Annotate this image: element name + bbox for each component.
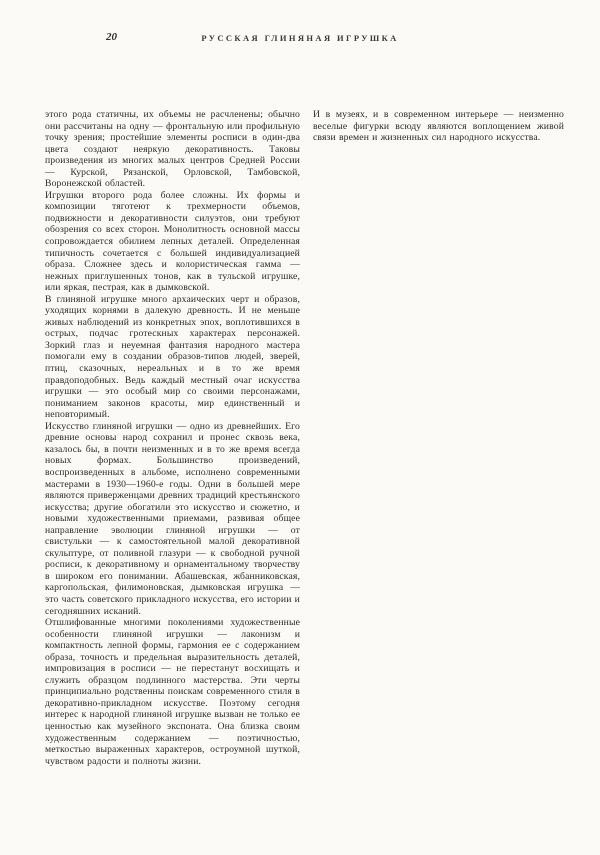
paragraph: этого рода статичны, их объемы не расчленены; обычно они рассчитаны на одну — фронтальную или профильную точку зрения; простейшие элементы росписи в один-два цвета создают неяркую декоративность. Таковы произведения из многих малых центров Средней России — Курской, Рязанской, Орловской, Тамбовской, Воронежской областей. [45, 109, 300, 190]
running-head [0, 30, 600, 46]
paragraph: В глиняной игрушке много архаических черт и образов, уходящих корнями в далекую древность. И не меньше живых наблюдений из конкретных эпох, воплотившихся в острых, подчас гротескных характерах персонажей. Зоркий глаз и неуемная фантазия народного мастера помогали ему в создании образов-типов людей, зверей, птиц, сказочных, нереальных и в то же время правдоподобных. Ведь каждый местный очаг искусства игрушки — это особый мир со своими персонажами, пониманием законов красоты, мир единственный и неповторимый. [45, 293, 300, 421]
page-number: 20 [106, 31, 117, 43]
paragraph: Искусство глиняной игрушки — одно из древнейших. Его древние основы народ сохранил и пронес сквозь века, казалось бы, в почти неизменных и в то же время всегда новых формах. Большинство произведений, воспроизведенных в альбоме, исполнено современными мастерами в 1930—1960-е годы. Одни в большей мере являются приверженцами древних традиций крестьянского искусства; другие обогатили это искусство и сюжетно, и новыми художественными приемами, развивая общее направление эволюции глиняной игрушки — от свистульки — к самостоятельной малой декоративной скульптуре, от поливной глазури — к свободной ручной росписи, к декоративному и орнаментальному творчеству в широком его понимании. Абашевская, жбанниковская, каргопольская, филимоновская, дымковская игрушка — это часть советского прикладного искусства, его истории и сегодняшних исканий. [45, 420, 300, 617]
left-column [45, 109, 300, 767]
paragraph: Игрушки второго рода более сложны. Их формы и композиции тяготеют к трехмерности объемов, подвижности и декоративности силуэтов, они требуют обозрения со всех сторон. Монолитность основной массы сопровождается обилием лепных деталей. Определенная типичность сочетается с большей индивидуализацией образа. Сложнее здесь и колористическая гамма — нежных приглушенных тонов, как в тульской игрушке, или яркая, пестрая, как в дымковской. [45, 189, 300, 294]
right-column [313, 109, 564, 767]
text-columns [45, 109, 564, 767]
running-title: РУССКАЯ ГЛИНЯНАЯ ИГРУШКА [201, 33, 399, 43]
paragraph: И в музеях, и в современном интерьере — неизменно веселые фигурки всюду являются воплощением живой связи времен и жизненных сил народного искусства. [313, 109, 564, 144]
paragraph: Отшлифованные многими поколениями художественные особенности глиняной игрушки — лаконизм и компактность лепной формы, гармония ее с содержанием образа, точность и предельная выразительность деталей, импровизация в росписи — не перестанут восхищать и служить образцом подлинного мастерства. Эти черты принципиально родственны поискам современного стиля в декоративно-прикладном искусстве. Поэтому сегодня интерес к народной глиняной игрушке вызван не только ее ценностью как музейного экспоната. Она близка своим художественным содержанием — поэтичностью, меткостью выраженных характеров, остроумной шуткой, чувством радости и полноты жизни. [45, 617, 300, 767]
